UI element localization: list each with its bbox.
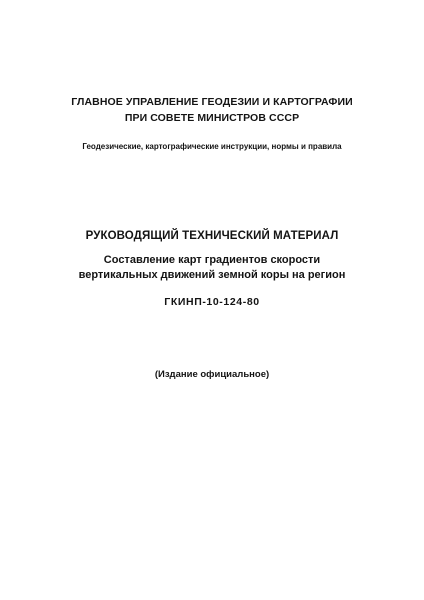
document-code: ГКИНП-10-124-80 [164,296,260,308]
organization-name-line2: ПРИ СОВЕТЕ МИНИСТРОВ СССР [124,112,300,124]
series-title: Геодезические, картографические инструкции, нормы и правила [82,142,342,151]
document-title-line2: вертикальных движений земной коры на регион [78,269,346,281]
document-type: РУКОВОДЯЩИЙ ТЕХНИЧЕСКИЙ МАТЕРИАЛ [85,230,339,242]
edition-note: (Издание официальное) [154,369,270,380]
organization-name-line1: ГЛАВНОЕ УПРАВЛЕНИЕ ГЕОДЕЗИИ И КАРТОГРАФИИ [71,96,353,108]
document-title-line1: Составление карт градиентов скорости [103,254,321,266]
